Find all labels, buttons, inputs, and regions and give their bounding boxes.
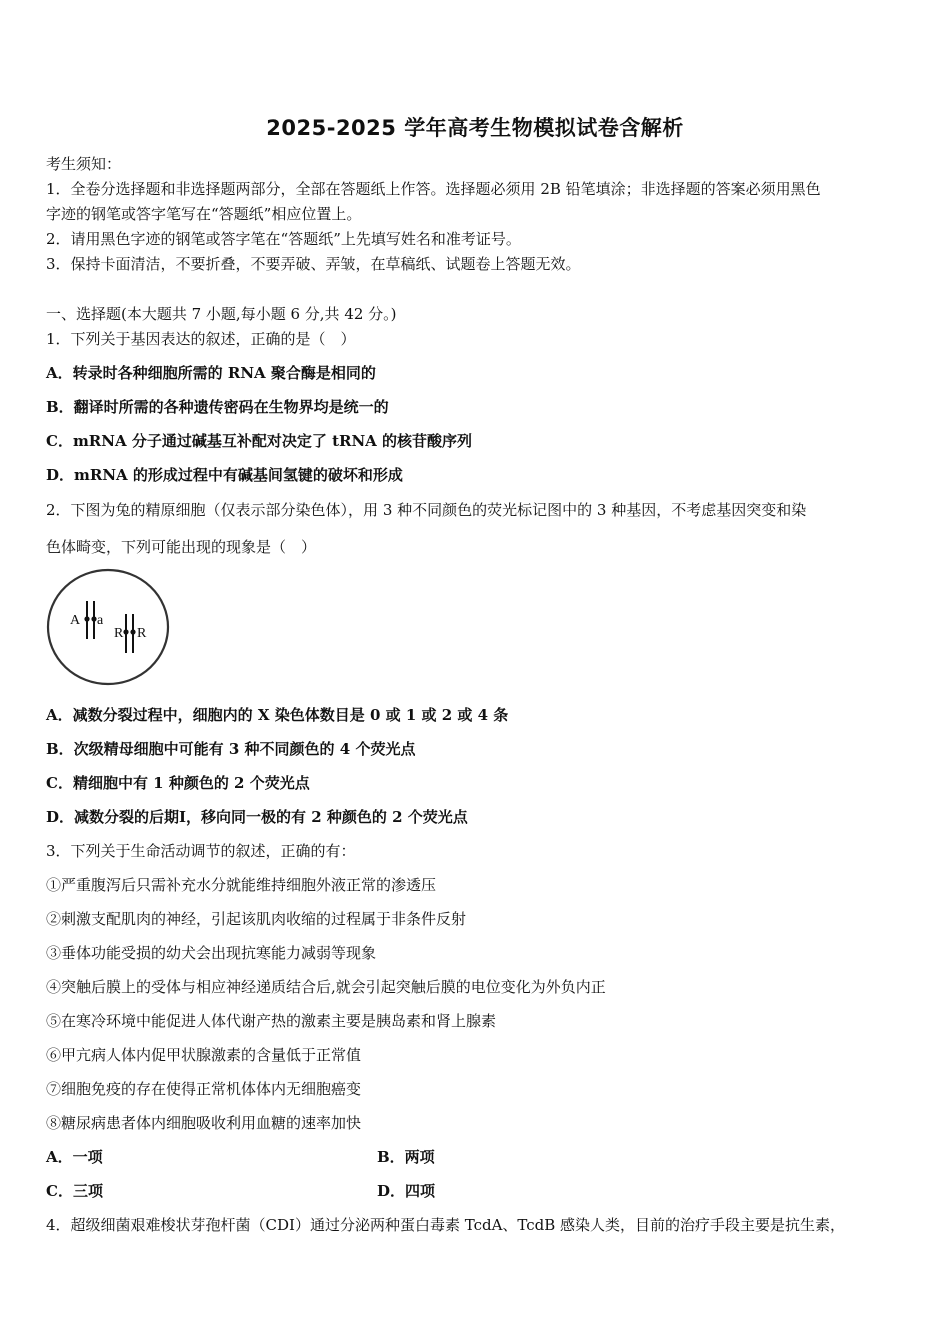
gene-label: R: [137, 626, 147, 641]
notice-line: 字迹的钢笔或答字笔写在“答题纸”相应位置上。: [46, 205, 362, 223]
q3-option-b: B．两项: [377, 1148, 435, 1166]
question-1-stem: 1．下列关于基因表达的叙述，正确的是（ ）: [46, 330, 356, 348]
q1-option-d: D．mRNA 的形成过程中有碱基间氢键的破坏和形成: [46, 466, 403, 484]
gene-label: A: [70, 613, 81, 628]
q3-item: ⑦细胞免疫的存在使得正常机体体内无细胞癌变: [46, 1080, 362, 1098]
q3-item: ②刺激支配肌肉的神经，引起该肌肉收缩的过程属于非条件反射: [46, 910, 467, 928]
q1-option-c: C．mRNA 分子通过碱基互补配对决定了 tRNA 的核苷酸序列: [46, 432, 473, 450]
q3-item: ⑤在寒冷环境中能促进人体代谢产热的激素主要是胰岛素和肾上腺素: [46, 1012, 497, 1030]
q3-item: ④突触后膜上的受体与相应神经递质结合后,就会引起突触后膜的电位变化为外负内正: [46, 978, 606, 996]
notice-heading: 考生须知：: [46, 155, 122, 173]
gene-label: R: [114, 626, 124, 641]
q3-option-a: A．一项: [46, 1148, 103, 1166]
question-2-stem-cont: 色体畸变，下列可能出现的现象是（ ）: [46, 538, 317, 556]
page-title: 2025-2025 学年高考生物模拟试卷含解析: [266, 116, 684, 140]
gene-label: a: [97, 613, 104, 628]
q3-item: ⑥甲亢病人体内促甲状腺激素的含量低于正常值: [46, 1046, 362, 1064]
q3-option-c: C．三项: [46, 1182, 103, 1200]
q1-option-a: A．转录时各种细胞所需的 RNA 聚合酶是相同的: [46, 364, 376, 382]
q1-option-b: B．翻译时所需的各种遗传密码在生物界均是统一的: [46, 398, 389, 416]
q3-item: ③垂体功能受损的幼犬会出现抗寒能力减弱等现象: [46, 944, 377, 962]
q2-option-c: C．精细胞中有 1 种颜色的 2 个荧光点: [46, 774, 310, 792]
q2-option-d: D．减数分裂的后期Ⅰ，移向同一极的有 2 种颜色的 2 个荧光点: [46, 808, 468, 826]
chromosome-pair-right: [114, 614, 147, 653]
notice-line: 3．保持卡面清洁，不要折叠，不要弄破、弄皱，在草稿纸、试题卷上答题无效。: [46, 255, 581, 273]
question-3-stem: 3．下列关于生命活动调节的叙述，正确的有：: [46, 842, 356, 860]
chromosome-pair-left: [70, 601, 104, 639]
q3-item: ①严重腹泻后只需补充水分就能维持细胞外液正常的渗透压: [46, 876, 437, 894]
notice-line: 1．全卷分选择题和非选择题两部分，全部在答题纸上作答。选择题必须用 2B 铅笔填涂；非选择题的答案必须用黑色: [46, 180, 821, 198]
notice-line: 2．请用黑色字迹的钢笔或答字笔在“答题纸”上先填写姓名和准考证号。: [46, 230, 521, 248]
spermatogonium-cell-diagram: [44, 566, 174, 690]
question-2-stem: 2．下图为兔的精原细胞（仅表示部分染色体），用 3 种不同颜色的荧光标记图中的 3 种基因，不考虑基因突变和染: [46, 501, 807, 519]
q2-option-a: A．减数分裂过程中，细胞内的 X 染色体数目是 0 或 1 或 2 或 4 条: [46, 706, 509, 724]
q2-option-b: B．次级精母细胞中可能有 3 种不同颜色的 4 个荧光点: [46, 740, 416, 758]
question-4-stem: 4．超级细菌艰难梭状芽孢杆菌（CDI）通过分泌两种蛋白毒素 TcdA、TcdB 感染人类，目前的治疗手段主要是抗生素，: [46, 1216, 846, 1234]
section-heading: 一、选择题(本大题共 7 小题,每小题 6 分,共 42 分。): [46, 305, 397, 323]
q3-item: ⑧糖尿病患者体内细胞吸收利用血糖的速率加快: [46, 1114, 362, 1132]
cell-membrane: [48, 570, 168, 684]
q3-option-d: D．四项: [377, 1182, 436, 1200]
